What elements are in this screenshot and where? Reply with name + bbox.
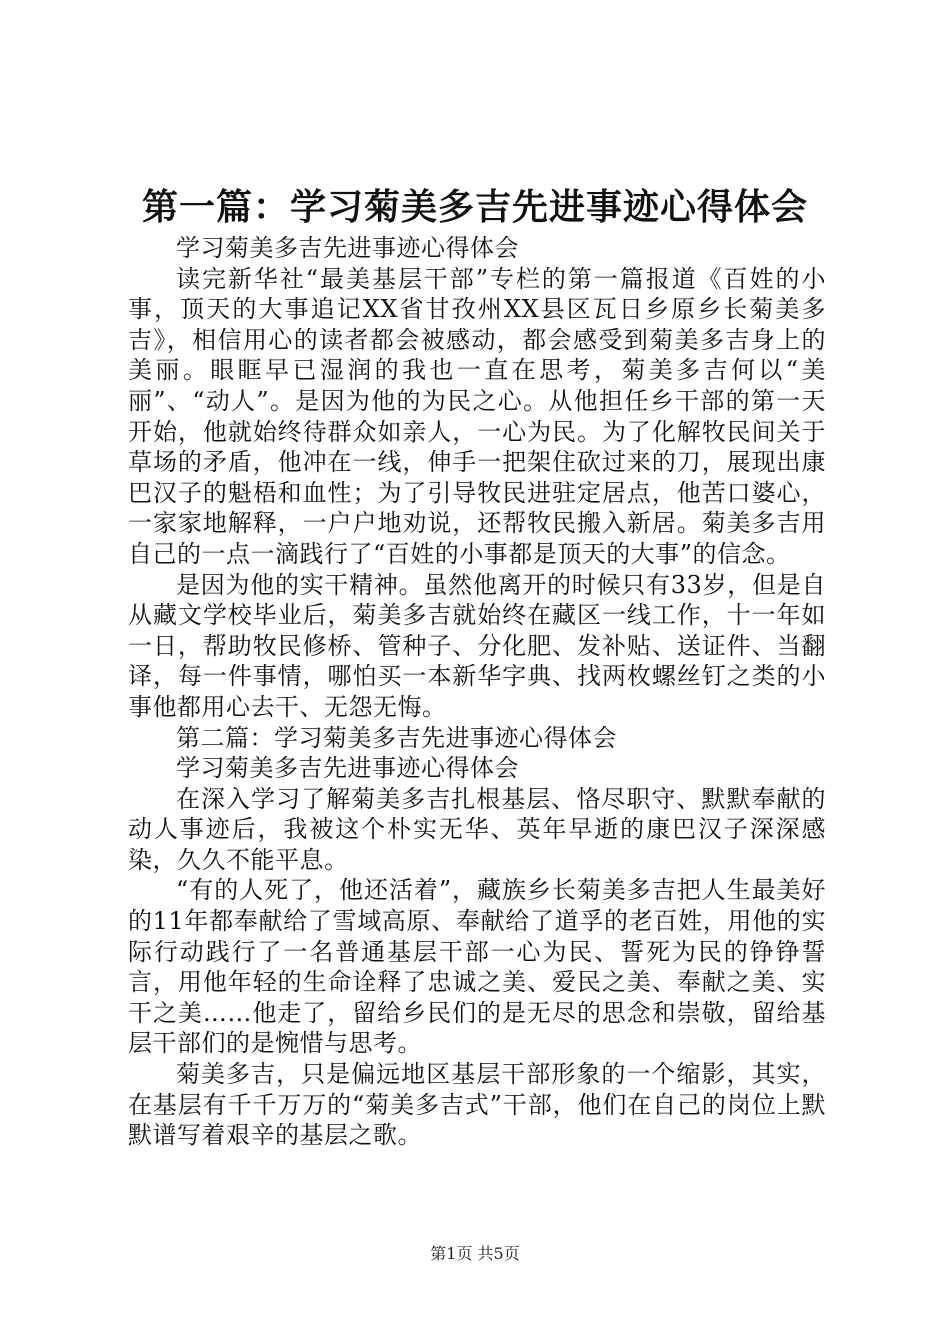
paragraph: 学习菊美多吉先进事迹心得体会: [176, 754, 519, 783]
paragraph: 学习菊美多吉先进事迹心得体会: [176, 234, 519, 262]
paragraph: 第二篇：学习菊美多吉先进事迹心得体会: [176, 723, 617, 752]
document-body: [128, 233, 826, 1151]
paragraph: 读完新华社“最美基层干部”专栏的第一篇报道《百姓的小事，顶天的大事追记XX省甘孜州XX县区瓦日乡原乡长菊美多吉》，相信用心的读者都会被感动，都会感受到菊美多吉身上的美丽。眼眶早已湿润的我也一直在思考，菊美多吉何以“美丽”、“动人”。是因为他的为民之心。从他担任乡干部的第一天开始，他就始终待群众如亲人，一心为民。为了化解牧民间关于草场的矛盾，他冲在一线，伸手一把架住砍过来的刀，展现出康巴汉子的魁梧和血性；为了引导牧民进驻定居点，他苦口婆心，一家家地解释，一户户地劝说，还帮牧民搬入新居。菊美多吉用自己的一点一滴践行了“百姓的小事都是顶天的大事”的信念。: [128, 264, 826, 568]
paragraph: “有的人死了，他还活着”，藏族乡长菊美多吉把人生最美好的11年都奉献给了雪域高原、奉献给了道孚的老百姓，用他的实际行动践行了一名普通基层干部一心为民、誓死为民的铮铮誓言，用他年轻的生命诠释了忠诚之美、爱民之美、奉献之美、实干之美……他走了，留给乡民们的是无尽的思念和崇敬，留给基层干部们的是惋惜与思考。: [128, 876, 826, 1058]
paragraph: 在深入学习了解菊美多吉扎根基层、恪尽职守、默默奉献的动人事迹后，我被这个朴实无华、英年早逝的康巴汉子深深感染，久久不能平息。: [128, 784, 826, 874]
paragraph: 是因为他的实干精神。虽然他离开的时候只有33岁，但是自从藏文学校毕业后，菊美多吉就始终在藏区一线工作，十一年如一日，帮助牧民修桥、管种子、分化肥、发补贴、送证件、当翻译，每一件事情，哪怕买一本新华字典、找两枚螺丝钉之类的小事他都用心去干、无怨无悔。: [128, 570, 826, 721]
document-title: 第一篇：学习菊美多吉先进事迹心得体会: [141, 187, 808, 228]
page-footer: 第1页 共5页: [430, 1244, 520, 1263]
paragraph: 菊美多吉，只是偏远地区基层干部形象的一个缩影，其实，在基层有千千万万的“菊美多吉式”干部，他们在自己的岗位上默默谱写着艰辛的基层之歌。: [128, 1060, 826, 1150]
